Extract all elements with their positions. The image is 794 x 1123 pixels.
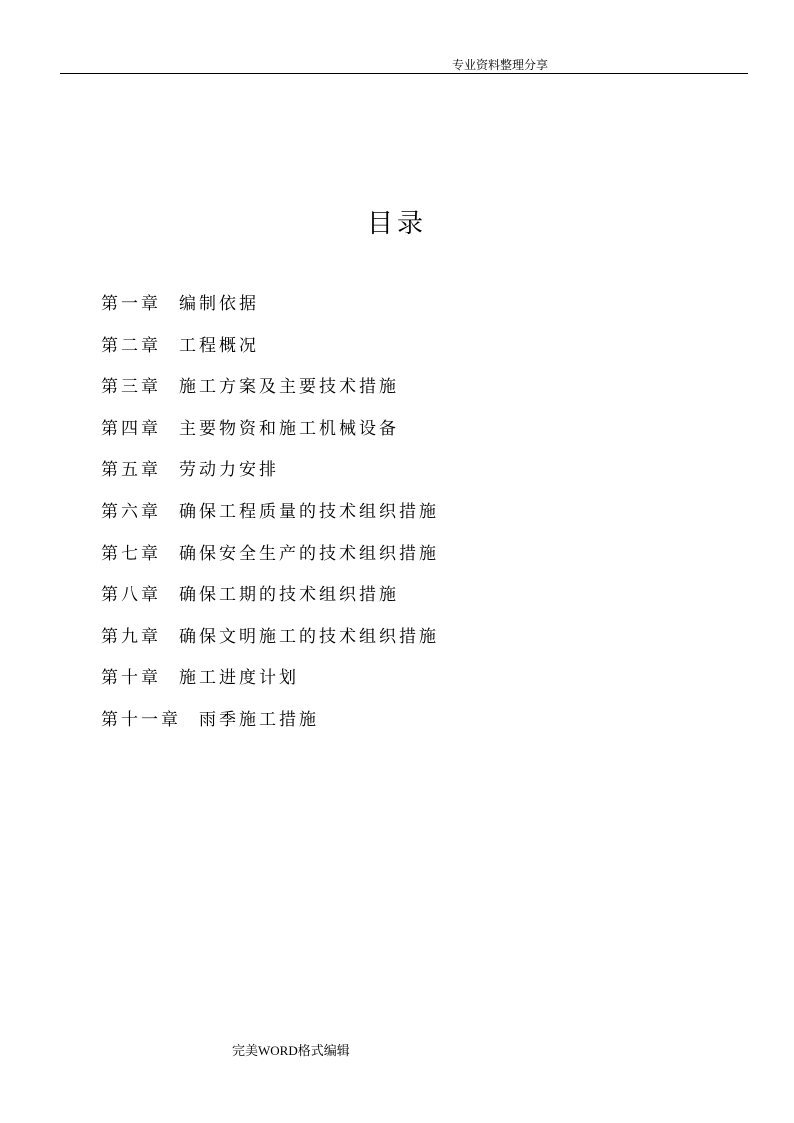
toc-heading: 确保工程质量的技术组织措施 — [179, 501, 439, 522]
toc-item — [101, 496, 701, 538]
toc-item — [101, 579, 701, 621]
toc-chapter-label: 第九章 — [101, 626, 161, 647]
toc-heading: 确保安全生产的技术组织措施 — [179, 543, 439, 564]
header-divider — [60, 73, 748, 74]
toc-chapter-label: 第三章 — [101, 377, 161, 398]
toc-item — [101, 288, 701, 330]
footer-text: 完美WORD格式编辑 — [232, 1043, 350, 1058]
toc-item — [101, 662, 701, 704]
toc-heading: 确保工期的技术组织措施 — [179, 585, 399, 606]
toc-chapter-label: 第十一章 — [101, 709, 181, 730]
toc-chapter-label: 第四章 — [101, 418, 161, 439]
toc-heading: 工程概况 — [179, 335, 259, 356]
toc-item — [101, 704, 701, 746]
toc-chapter-label: 第十章 — [101, 668, 161, 689]
toc-item — [101, 330, 701, 372]
toc-chapter-label: 第一章 — [101, 294, 161, 314]
toc-heading: 施工方案及主要技术措施 — [179, 377, 399, 398]
toc-title: 目录 — [366, 209, 427, 239]
toc-heading: 施工进度计划 — [179, 668, 299, 689]
toc-chapter-label: 第五章 — [101, 460, 161, 481]
toc-chapter-label: 第八章 — [101, 585, 161, 606]
toc-heading: 确保文明施工的技术组织措施 — [179, 626, 439, 647]
toc-chapter-label: 第六章 — [101, 501, 161, 522]
toc-heading: 编制依据 — [179, 294, 259, 314]
toc-item — [101, 371, 701, 413]
header-text: 专业资料整理分享 — [451, 58, 548, 72]
toc-item — [101, 454, 701, 496]
toc-chapter-label: 第七章 — [101, 543, 161, 564]
toc-item — [101, 538, 701, 580]
toc-heading: 劳动力安排 — [179, 460, 279, 481]
toc-item — [101, 621, 701, 663]
toc-heading: 雨季施工措施 — [199, 709, 319, 730]
toc-item — [101, 413, 701, 455]
toc-chapter-label: 第二章 — [101, 335, 161, 356]
toc-list — [101, 288, 701, 746]
toc-heading: 主要物资和施工机械设备 — [179, 418, 399, 439]
